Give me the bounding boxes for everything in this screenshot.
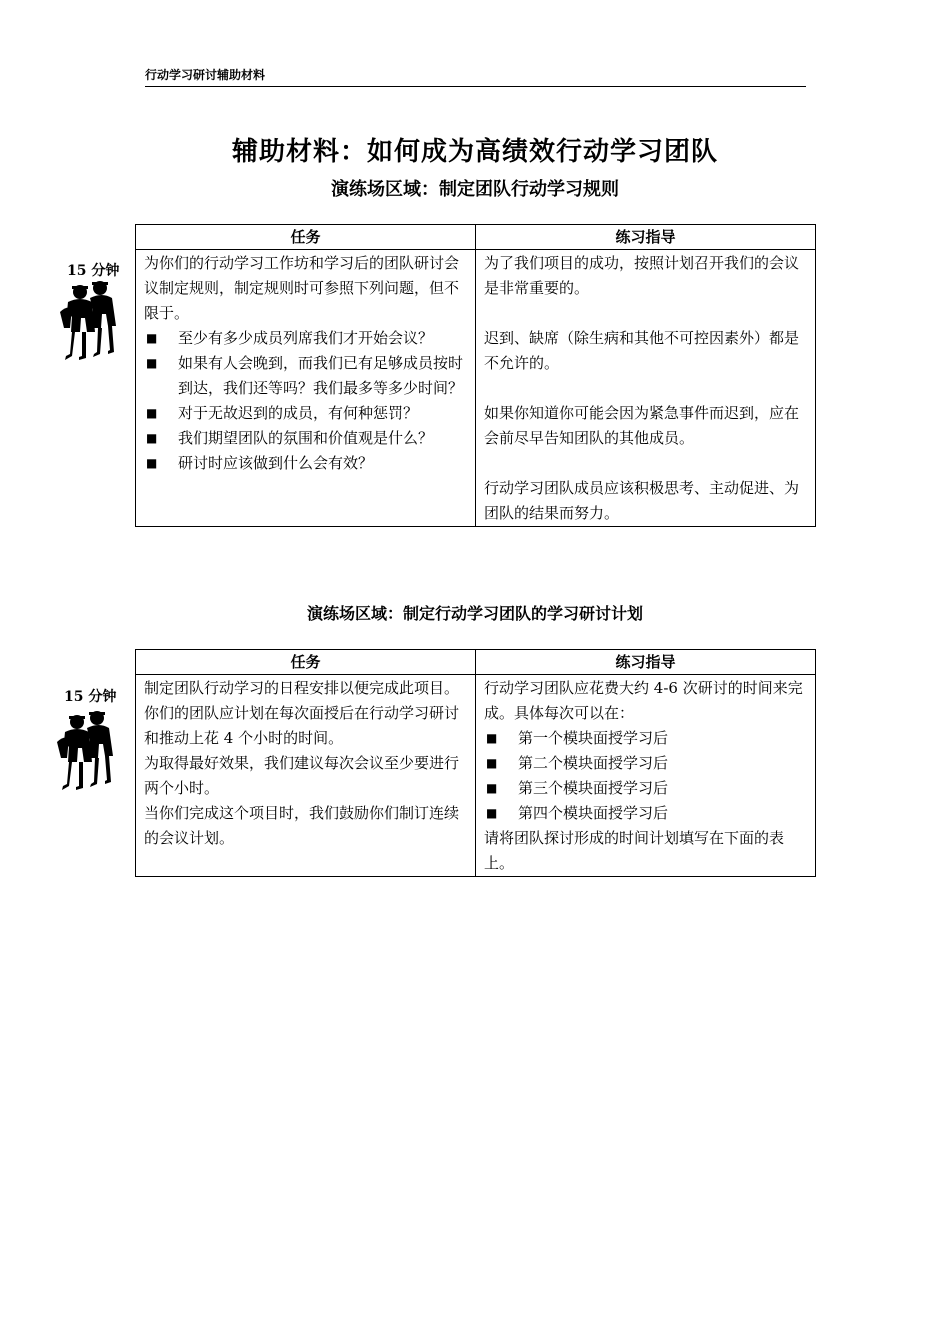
page-title: 辅助材料：如何成为高绩效行动学习团队	[231, 137, 718, 167]
list-item: ■ 研讨时应该做到什么会有效？	[144, 451, 467, 476]
task-paragraph: 你们的团队应计划在每次面授后在行动学习研讨和推动上花 4 个小时的时间。	[144, 704, 460, 747]
group-people-icon	[54, 278, 124, 368]
page-header: 行动学习研讨辅助材料	[145, 66, 806, 87]
task-paragraph: 当你们完成这个项目时，我们鼓励你们制订连续的会议计划。	[144, 804, 460, 847]
list-item: ■ 至少有多少成员列席我们才开始会议？	[144, 326, 467, 351]
bullet-square-icon: ■	[486, 731, 498, 745]
bullet-square-icon: ■	[146, 456, 158, 470]
list-item: ■ 第四个模块面授学习后	[484, 801, 807, 826]
list-item: ■ 第三个模块面授学习后	[484, 776, 807, 801]
section2-guide-cell	[476, 675, 816, 877]
section2-time-label: 15 分钟	[64, 689, 117, 705]
bullet-square-icon: ■	[486, 756, 498, 770]
section1-col-task: 任务	[136, 225, 476, 250]
bullet-square-icon: ■	[486, 781, 498, 795]
bullet-square-icon: ■	[146, 356, 158, 370]
section1-guide-cell	[476, 250, 816, 527]
guide-intro: 行动学习团队应花费大约 4-6 次研讨的时间来完成。具体每次可以在：	[484, 679, 803, 722]
guide-outro: 请将团队探讨形成的时间计划填写在下面的表上。	[484, 829, 785, 872]
section2-col-task: 任务	[136, 650, 476, 675]
section1-task-cell	[136, 250, 476, 527]
list-item: ■ 第一个模块面授学习后	[484, 726, 807, 751]
section1-col-guide: 练习指导	[476, 225, 816, 250]
group-people-icon	[51, 708, 121, 798]
section1-subtitle: 演练场区域：制定团队行动学习规则	[331, 179, 619, 200]
bullet-square-icon: ■	[146, 331, 158, 345]
section2-task-cell	[136, 675, 476, 877]
bullet-square-icon: ■	[146, 406, 158, 420]
section1-task-intro: 为你们的行动学习工作坊和学习后的团队研讨会议制定规则，制定规则时可参照下列问题，但不限于。	[144, 254, 460, 322]
guide-paragraph: 如果你知道你可能会因为紧急事件而迟到，应在会前尽早告知团队的其他成员。	[484, 404, 800, 447]
section1-time-label: 15 分钟	[67, 263, 120, 279]
section2-guide-list	[484, 726, 807, 826]
list-item: ■ 对于无故迟到的成员，有何种惩罚？	[144, 401, 467, 426]
section2-table	[135, 649, 816, 877]
list-item: ■ 我们期望团队的氛围和价值观是什么？	[144, 426, 467, 451]
guide-paragraph: 为了我们项目的成功，按照计划召开我们的会议是非常重要的。	[484, 254, 800, 297]
list-item: ■ 第二个模块面授学习后	[484, 751, 807, 776]
list-item: ■ 如果有人会晚到，而我们已有足够成员按时到达，我们还等吗？我们最多等多少时间？	[144, 351, 467, 401]
section2-col-guide: 练习指导	[476, 650, 816, 675]
task-paragraph: 制定团队行动学习的日程安排以便完成此项目。	[144, 679, 460, 697]
guide-paragraph: 迟到、缺席（除生病和其他不可控因素外）都是不允许的。	[484, 329, 800, 372]
section2-subtitle: 演练场区域：制定行动学习团队的学习研讨计划	[306, 604, 643, 623]
section1-table	[135, 224, 816, 527]
bullet-square-icon: ■	[486, 806, 498, 820]
section1-task-list	[144, 326, 467, 476]
guide-paragraph: 行动学习团队成员应该积极思考、主动促进、为团队的结果而努力。	[484, 479, 800, 522]
task-paragraph: 为取得最好效果，我们建议每次会议至少要进行两个小时。	[144, 754, 460, 797]
bullet-square-icon: ■	[146, 431, 158, 445]
